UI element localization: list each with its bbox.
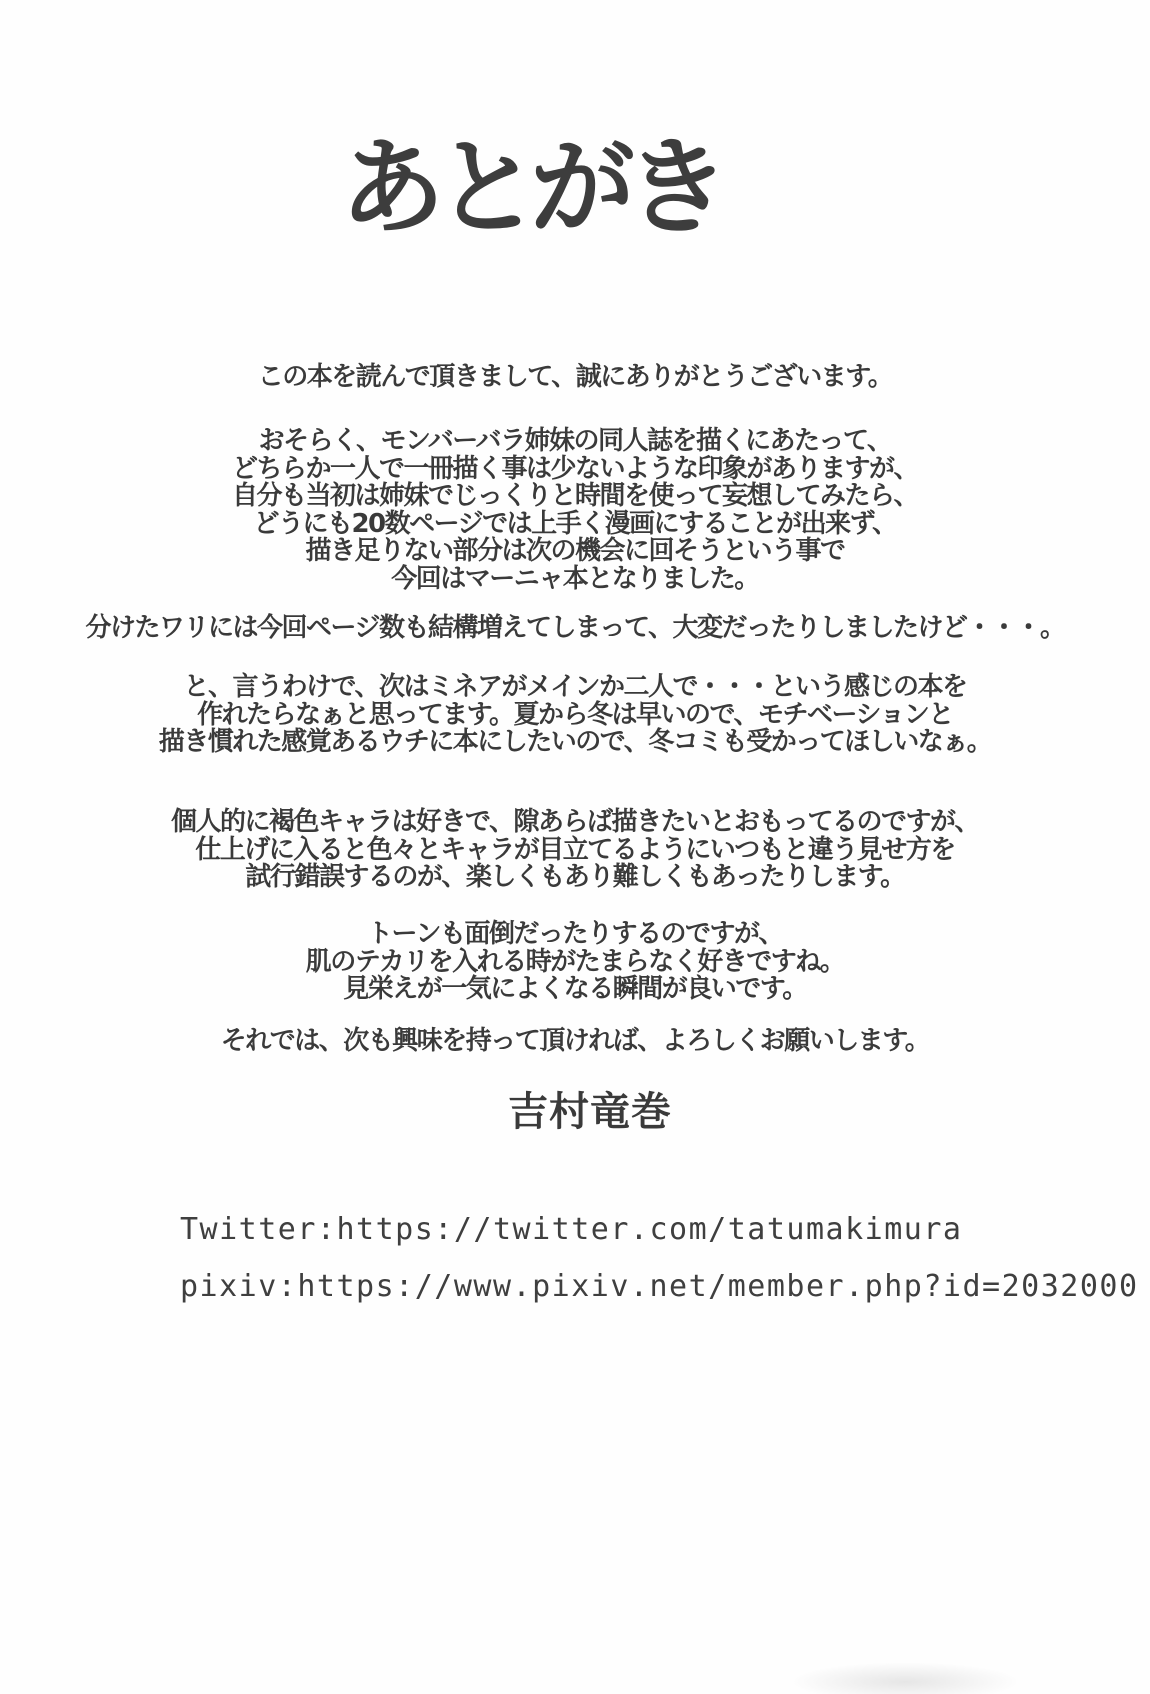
paragraph-line: それでは、次も興味を持って頂ければ、よろしくお願いします。 <box>220 1026 930 1056</box>
paragraph-line: 試行錯誤するのが、楽しくもあり難しくもあったりします。 <box>245 862 905 892</box>
paragraph-line: 分けたワリには今回ページ数も結構増えてしまって、大変だったりしましたけど・・・。 <box>85 613 1065 643</box>
page-title: あとがき <box>339 127 720 249</box>
paragraph-line: 作れたらなぁと思ってます。夏から冬は早いので、モチベーションと <box>197 699 953 730</box>
paragraph-line: 描き慣れた感覚あるウチに本にしたいので、冬コミも受かってほしいなぁ。 <box>158 727 992 757</box>
author-signature: 吉村竜巻 <box>508 1089 672 1135</box>
afterword-paragraph-tones <box>0 921 1150 1004</box>
paragraph-line: と、言うわけで、次はミネアがメインか二人で・・・という感じの本を <box>183 672 967 702</box>
paragraph-line: トーンも面倒だったりするのですが、 <box>367 919 783 949</box>
paragraph-line: 自分も当初は姉妹でじっくりと時間を使って妄想してみたら、 <box>231 481 918 511</box>
afterword-paragraph-sisters <box>0 428 1150 593</box>
paragraph-line: 個人的に褐色キャラは好きで、隙あらば描きたいとおもってるのですが、 <box>171 807 979 837</box>
scan-smudge <box>790 1662 1020 1694</box>
afterword-paragraph-next-book <box>0 674 1150 757</box>
afterword-paragraph-tan-characters <box>0 809 1150 892</box>
paragraph-line: おそらく、モンバーバラ姉妹の同人誌を描くにあたって、 <box>258 426 892 456</box>
twitter-url-text: Twitter:https://twitter.com/tatumakimura <box>180 1212 963 1247</box>
paragraph-line: 肌のテカリを入れる時がたまらなく好きですね。 <box>305 946 845 977</box>
afterword-paragraph-pages <box>0 615 1150 643</box>
paragraph-line: この本を読んで頂きまして、誠にありがとうございます。 <box>257 362 893 392</box>
paragraph-line: 見栄えが一気によくなる瞬間が良いです。 <box>343 974 807 1004</box>
afterword-paragraph-thanks <box>0 364 1150 392</box>
paragraph-line: どうにも20数ページでは上手く漫画にすることが出来ず、 <box>253 508 897 539</box>
paragraph-line: 仕上げに入ると色々とキャラが目立てるようにいつもと違う見せ方を <box>195 834 955 865</box>
paragraph-line: 描き足りない部分は次の機会に回そうという事で <box>305 536 845 566</box>
paragraph-line: 今回はマーニャ本となりました。 <box>391 563 759 594</box>
paragraph-line: どちらか一人で一冊描く事は少ないような印象がありますが、 <box>231 453 918 484</box>
pixiv-url-text: pixiv:https://www.pixiv.net/member.php?id=2032000 <box>180 1269 1139 1304</box>
afterword-paragraph-closing <box>0 1028 1150 1056</box>
